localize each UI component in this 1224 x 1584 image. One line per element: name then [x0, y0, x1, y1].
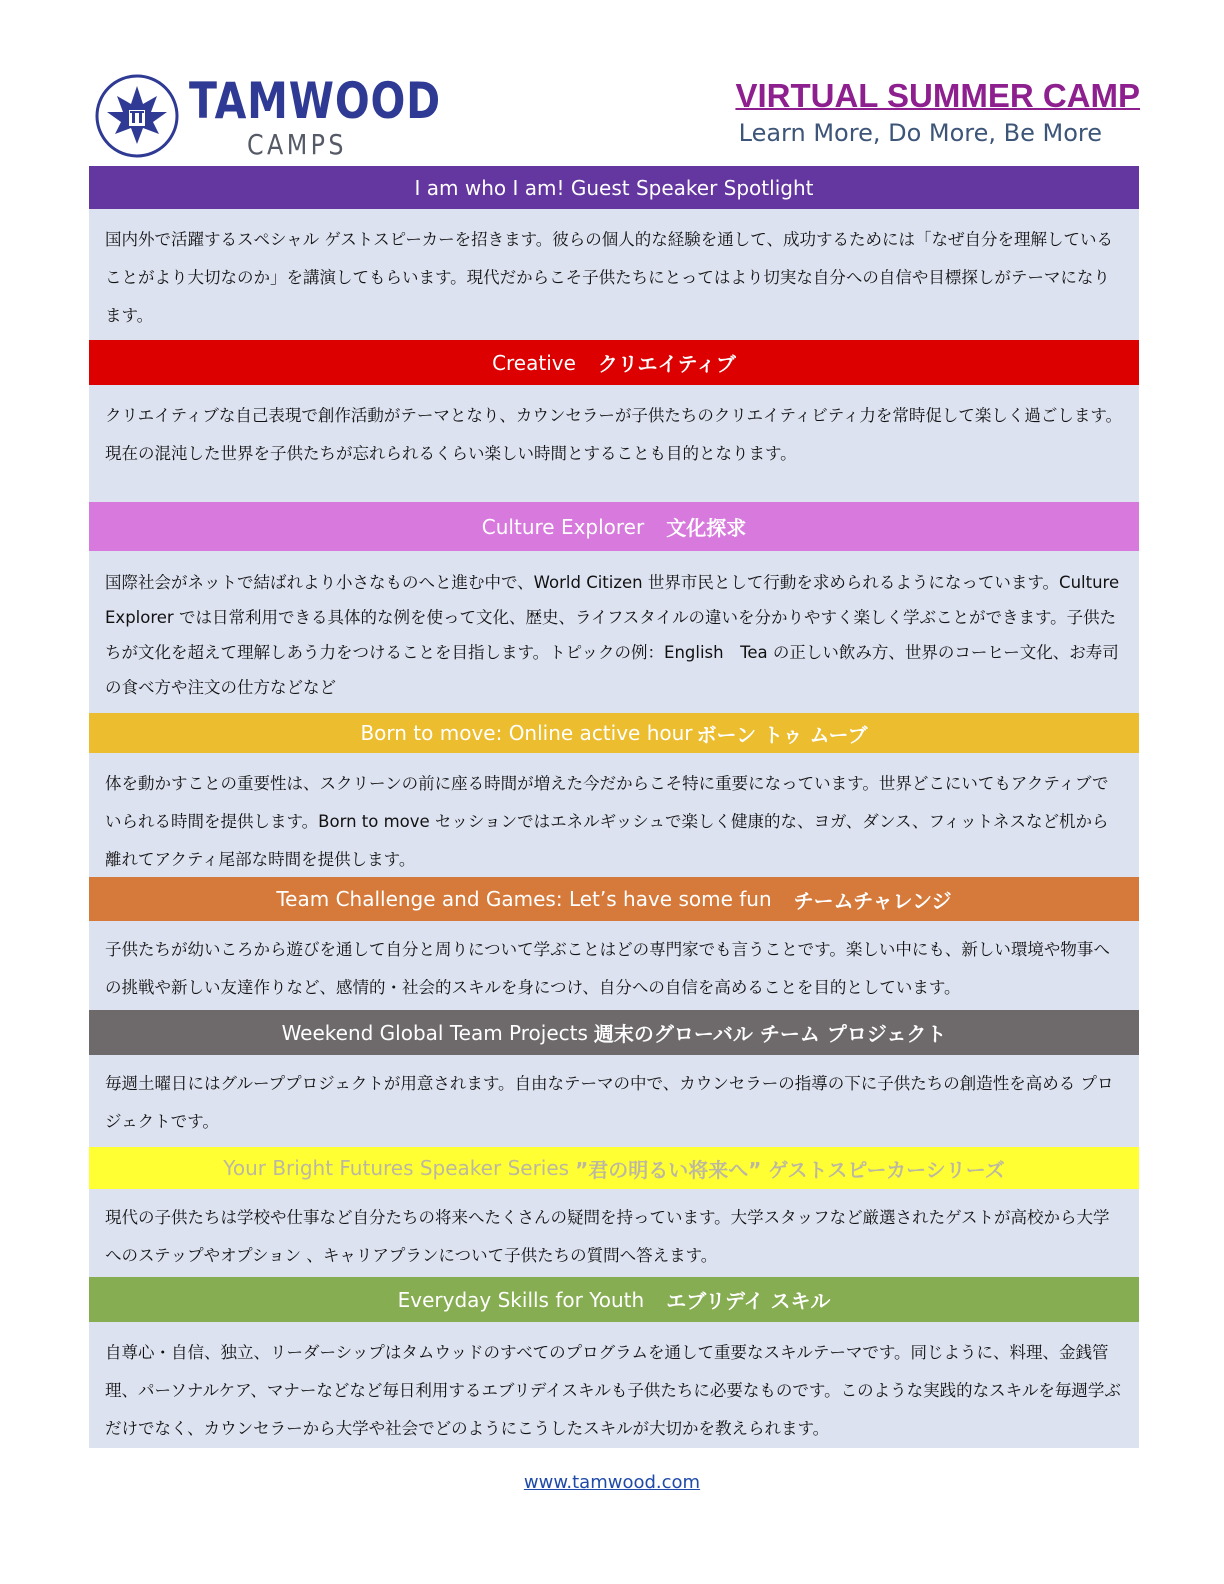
section-title-ja: ボーン トゥ ムーブ: [696, 722, 868, 747]
section-title-en: Culture Explorer: [481, 514, 645, 539]
brand-name: TAMWOOD: [189, 72, 442, 130]
website-link[interactable]: www.tamwood.com: [523, 1472, 701, 1493]
section-title-en: I am who I am! Guest Speaker Spotlight: [414, 175, 814, 200]
section-body-weekend-projects: 毎週土曜日にはグループプロジェクトが用意されます。自由なテーマの中で、カウンセラーの指導の下に子供たちの創造性を高める プロジェクトです。: [89, 1055, 1139, 1147]
section-title-ja: エブリデイ スキル: [666, 1289, 831, 1313]
section-title-ja: 週末のグローバル チーム プロジェクト: [593, 1022, 947, 1046]
maple-leaf-emblem-icon: [95, 74, 179, 158]
section-header-weekend-projects: [89, 1010, 1139, 1055]
tamwood-logo: [95, 72, 442, 164]
section-title-en: Creative: [492, 350, 576, 375]
section-body-bright-futures: 現代の子供たちは学校や仕事など自分たちの将来へたくさんの疑問を持っています。大学スタッフなど厳選されたゲストが高校から大学へのステップやオプション 、キャリアプランについて子供たちの質問へ答えます。: [89, 1189, 1139, 1277]
section-title-en: Team Challenge and Games: Let’s have some fun: [276, 887, 772, 911]
section-title-ja: クリエイティブ: [597, 352, 736, 376]
section-title-en: Weekend Global Team Projects: [281, 1020, 588, 1045]
section-title-ja: ”君の明るい将来へ” ゲストスピーカーシリーズ: [575, 1157, 1005, 1182]
section-body-culture-explorer: 国際社会がネットで結ばれより小さなものへと進む中で、World Citizen 世界市民として行動を求められるようになっています。Culture Explorer では日常利用できる具体的な例を使って文化、歴史、ライフスタイルの違いを分かりやすく楽しく学ぶことができます。子供たちが文化を超えて理解しあう力をつけることを目指します。トピックの例：English Tea の正しい飲み方、世界のコーヒー文化、お寿司の食べ方や注文の仕方などなど: [89, 551, 1139, 713]
section-body-creative: クリエイティブな自己表現で創作活動がテーマとなり、カウンセラーが子供たちのクリエイティビティ力を常時促して楽しく過ごします。現在の混沌した世界を子供たちが忘れられるくらい楽しい時間とすることも目的となります。: [89, 385, 1139, 502]
section-header-bright-futures: [89, 1147, 1139, 1189]
brand-subtitle: CAMPS: [247, 128, 347, 161]
section-header-team-challenge: [89, 877, 1139, 921]
section-header-everyday-skills: [89, 1277, 1139, 1322]
page-header: [0, 0, 1224, 165]
section-header-born-to-move: [89, 713, 1139, 753]
page-title: VIRTUAL SUMMER CAMP: [735, 77, 1140, 114]
program-sections: [89, 166, 1139, 1448]
section-title-en: Everyday Skills for Youth: [397, 1287, 645, 1312]
section-body-team-challenge: 子供たちが幼いころから遊びを通して自分と周りについて学ぶことはどの専門家でも言うことです。楽しい中にも、新しい環境や物事への挑戦や新しい友達作りなど、感情的・社会的スキルを身につけ、自分への自信を高めることを目的としています。: [89, 921, 1139, 1010]
section-body-born-to-move: 体を動かすことの重要性は、スクリーンの前に座る時間が増えた今だからこそ特に重要になっています。世界どこにいてもアクティブでいられる時間を提供します。Born to move セッションではエネルギッシュで楽しく健康的な、ヨガ、ダンス、フィットネスなど机から離れてアクティ尾部な時間を提供します。: [89, 753, 1139, 877]
page-footer: [0, 1472, 1224, 1493]
section-title-en: Your Bright Futures Speaker Series: [223, 1156, 570, 1180]
section-header-culture-explorer: [89, 502, 1139, 551]
section-title-ja: チームチャレンジ: [793, 888, 952, 913]
section-title-en: Born to move: Online active hour: [360, 721, 693, 745]
section-title-ja: 文化探求: [666, 516, 747, 540]
section-header-creative: [89, 340, 1139, 385]
tagline: Learn More, Do More, Be More: [738, 119, 1102, 147]
section-body-guest-speaker: 国内外で活躍するスペシャル ゲストスピーカーを招きます。彼らの個人的な経験を通して、成功するためには「なぜ自分を理解していることがより大切なのか」を講演してもらいます。現代だからこそ子供たちにとってはより切実な自分への自信や目標探しがテーマになります。: [89, 209, 1139, 340]
section-header-guest-speaker: [89, 166, 1139, 209]
section-body-everyday-skills: 自尊心・自信、独立、リーダーシップはタムウッドのすべてのプログラムを通して重要なスキルテーマです。同じように、料理、金銭管理、パーソナルケア、マナーなどなど毎日利用するエブリデイスキルも子供たちに必要なものです。このような実践的なスキルを毎週学ぶだけでなく、カウンセラーから大学や社会でどのようにこうしたスキルが大切かを教えられます。: [89, 1322, 1139, 1448]
